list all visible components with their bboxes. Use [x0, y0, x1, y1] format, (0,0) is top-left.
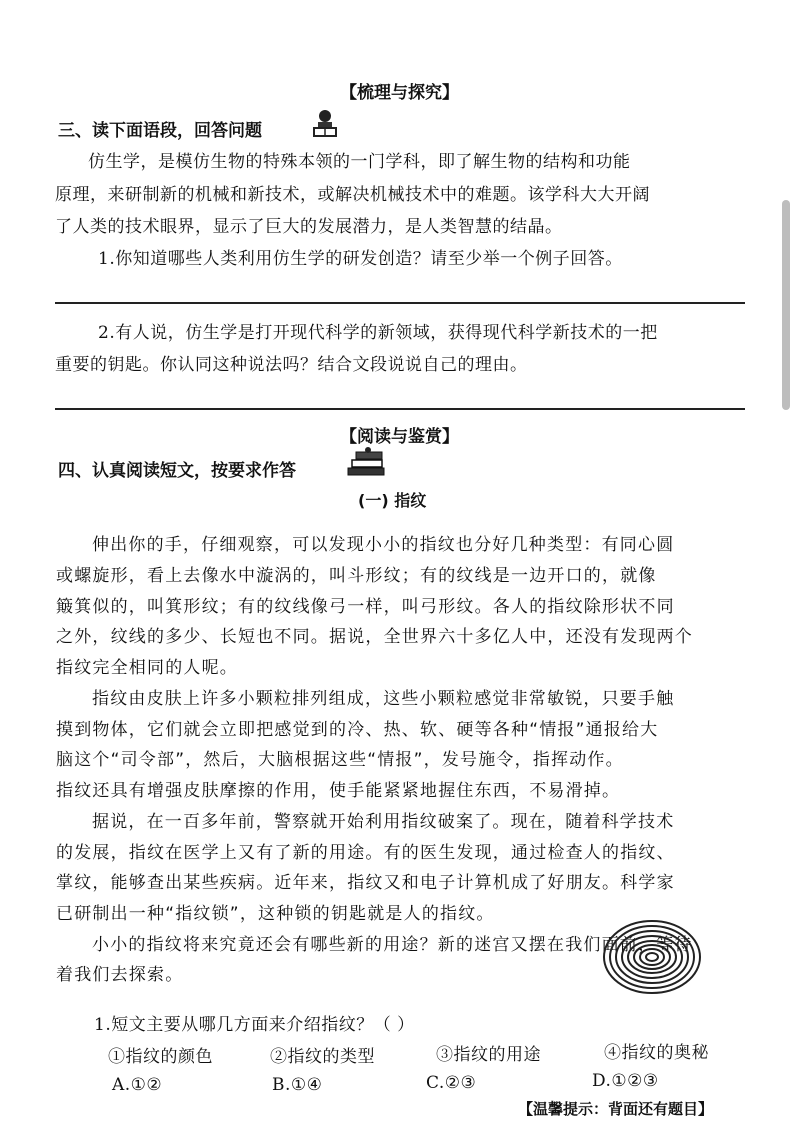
- choice-a: A.①②: [112, 1075, 163, 1095]
- section-title-sort-explore: 【梳理与探究】: [340, 83, 459, 103]
- vertical-scrollbar[interactable]: [782, 200, 790, 410]
- article-line: 的发展，指纹在医学上又有了新的用途。有的医生发现，通过检查人的指纹、: [56, 843, 675, 863]
- reading-person-icon: [310, 108, 340, 140]
- option-item: ④指纹的奥秘: [604, 1043, 709, 1063]
- article-line: 摸到物体，它们就会立即把感觉到的冷、热、软、硬等各种“情报”通报给大: [56, 720, 659, 740]
- article-line: 据说，在一百多年前，警察就开始利用指纹破案了。现在，随着科学技术: [92, 812, 675, 832]
- q4-subquestion-1: 1.短文主要从哪几方面来介绍指纹？（ ）: [94, 1015, 415, 1035]
- article-line: 或螺旋形，看上去像水中漩涡的，叫斗形纹；有的纹线是一边开口的，就像: [56, 566, 657, 586]
- option-item: ②指纹的类型: [270, 1047, 375, 1067]
- article-line: 小小的指纹将来究竟还会有哪些新的用途？新的迷宫又摆在我们面前，等待: [92, 935, 693, 955]
- article-line: 已研制出一种“指纹锁”，这种锁的钥匙就是人的指纹。: [56, 904, 495, 924]
- article-line: 掌纹，能够查出某些疾病。近年来，指纹又和电子计算机成了好朋友。科学家: [56, 873, 675, 893]
- answer-line: [55, 408, 745, 410]
- q3-subquestion-1: 1.你知道哪些人类利用仿生学的研发创造？请至少举一个例子回答。: [98, 249, 623, 269]
- article-line: 脑这个“司令部”，然后，大脑根据这些“情报”，发号施令，指挥动作。: [56, 750, 624, 770]
- option-item: ①指纹的颜色: [108, 1047, 213, 1067]
- choice-d: D.①②③: [592, 1071, 659, 1091]
- choice-b: B.①④: [272, 1075, 323, 1095]
- choice-c: C.②③: [426, 1073, 477, 1093]
- article-line: 指纹完全相同的人呢。: [56, 658, 238, 678]
- article-line: 伸出你的手，仔细观察，可以发现小小的指纹也分好几种类型：有同心圆: [92, 535, 675, 555]
- fingerprint-image: [600, 916, 704, 998]
- question-4-heading: 四、认真阅读短文，按要求作答: [58, 461, 296, 481]
- question-3-heading: 三、读下面语段，回答问题: [58, 121, 262, 141]
- tip-note: 【温馨提示：背面还有题目】: [518, 1100, 714, 1118]
- q3-paragraph-line: 了人类的技术眼界，显示了巨大的发展潜力，是人类智慧的结晶。: [55, 217, 563, 237]
- q3-subquestion-2-line: 2.有人说，仿生学是打开现代科学的新领域，获得现代科学新技术的一把: [98, 323, 658, 343]
- books-icon: [346, 446, 390, 478]
- q3-paragraph-line: 原理，来研制新的机械和新技术，或解决机械技术中的难题。该学科大大开阔: [55, 185, 650, 205]
- answer-line: [55, 302, 745, 304]
- q3-subquestion-2-line: 重要的钥匙。你认同这种说法吗？结合文段说说自己的理由。: [55, 355, 528, 375]
- article-line: 指纹由皮肤上许多小颗粒排列组成，这些小颗粒感觉非常敏锐，只要手触: [92, 689, 675, 709]
- article-line: 指纹还具有增强皮肤摩擦的作用，使手能紧紧地握住东西，不易滑掉。: [56, 781, 621, 801]
- article-title: (一) 指纹: [358, 491, 427, 510]
- article-line: 簸箕似的，叫箕形纹；有的纹线像弓一样，叫弓形纹。各人的指纹除形状不同: [56, 597, 675, 617]
- section-title-reading: 【阅读与鉴赏】: [340, 427, 459, 447]
- q3-paragraph-line: 仿生学，是模仿生物的特殊本领的一门学科，即了解生物的结构和功能: [88, 152, 631, 172]
- article-line: 着我们去探索。: [56, 965, 184, 985]
- article-line: 之外，纹线的多少、长短也不同。据说，全世界六十多亿人中，还没有发现两个: [56, 627, 693, 647]
- option-item: ③指纹的用途: [436, 1045, 541, 1065]
